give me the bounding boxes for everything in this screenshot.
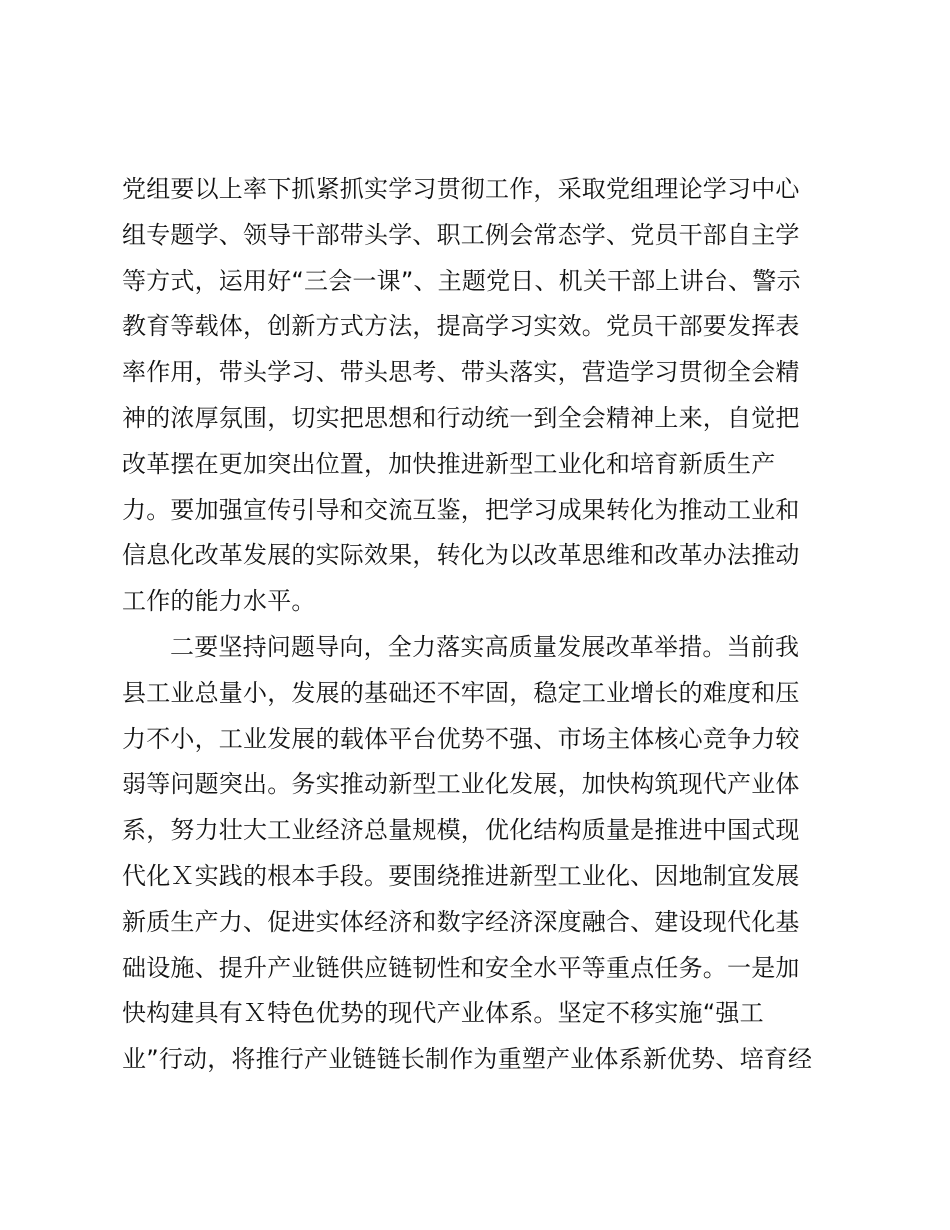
- text-line: 率作用，带头学习、带头思考、带头落实，营造学习贯彻全会精: [122, 358, 800, 387]
- text-line: 力。要加强宣传引导和交流互鉴，把学习成果转化为推动工业和: [122, 495, 800, 524]
- text-line: 础设施、提升产业链供应链韧性和安全水平等重点任务。一是加: [122, 953, 800, 982]
- text-line: 县工业总量小，发展的基础还不牢固，稳定工业增长的难度和压: [122, 678, 800, 707]
- text-line: 力不小，工业发展的载体平台优势不强、市场主体核心竞争力较: [122, 724, 800, 753]
- text-line: 组专题学、领导干部带头学、职工例会常态学、党员干部自主学: [122, 220, 800, 249]
- text-line: 信息化改革发展的实际效果，转化为以改革思维和改革办法推动: [122, 541, 800, 570]
- text-line: 教育等载体，创新方式方法，提高学习实效。党员干部要发挥表: [122, 312, 800, 341]
- text-line: 新质生产力、促进实体经济和数字经济深度融合、建设现代化基: [122, 907, 800, 936]
- body-text: [122, 167, 842, 1083]
- text-line: 快构建具有Ｘ特色优势的现代产业体系。坚定不移实施“强工: [122, 999, 764, 1028]
- text-line: 代化Ｘ实践的根本手段。要围绕推进新型工业化、因地制宜发展: [122, 861, 800, 890]
- text-line: 业”行动，将推行产业链链长制作为重塑产业体系新优势、培育经: [122, 1045, 813, 1074]
- text-line: 工作的能力水平。: [122, 587, 316, 616]
- paragraph-start-line: 二要坚持问题导向，全力落实高质量发展改革举措。当前我: [170, 632, 800, 661]
- text-line: 系，努力壮大工业经济总量规模，优化结构质量是推进中国式现: [122, 816, 800, 845]
- text-line: 等方式，运用好“三会一课”、主题党日、机关干部上讲台、警示: [122, 266, 801, 295]
- text-line: 神的浓厚氛围，切实把思想和行动统一到全会精神上来，自觉把: [122, 403, 800, 432]
- text-line: 党组要以上率下抓紧抓实学习贯彻工作，采取党组理论学习中心: [122, 175, 800, 203]
- text-line: 改革摆在更加突出位置，加快推进新型工业化和培育新质生产: [122, 449, 776, 478]
- text-line: 弱等问题突出。务实推动新型工业化发展，加快构筑现代产业体: [122, 770, 800, 799]
